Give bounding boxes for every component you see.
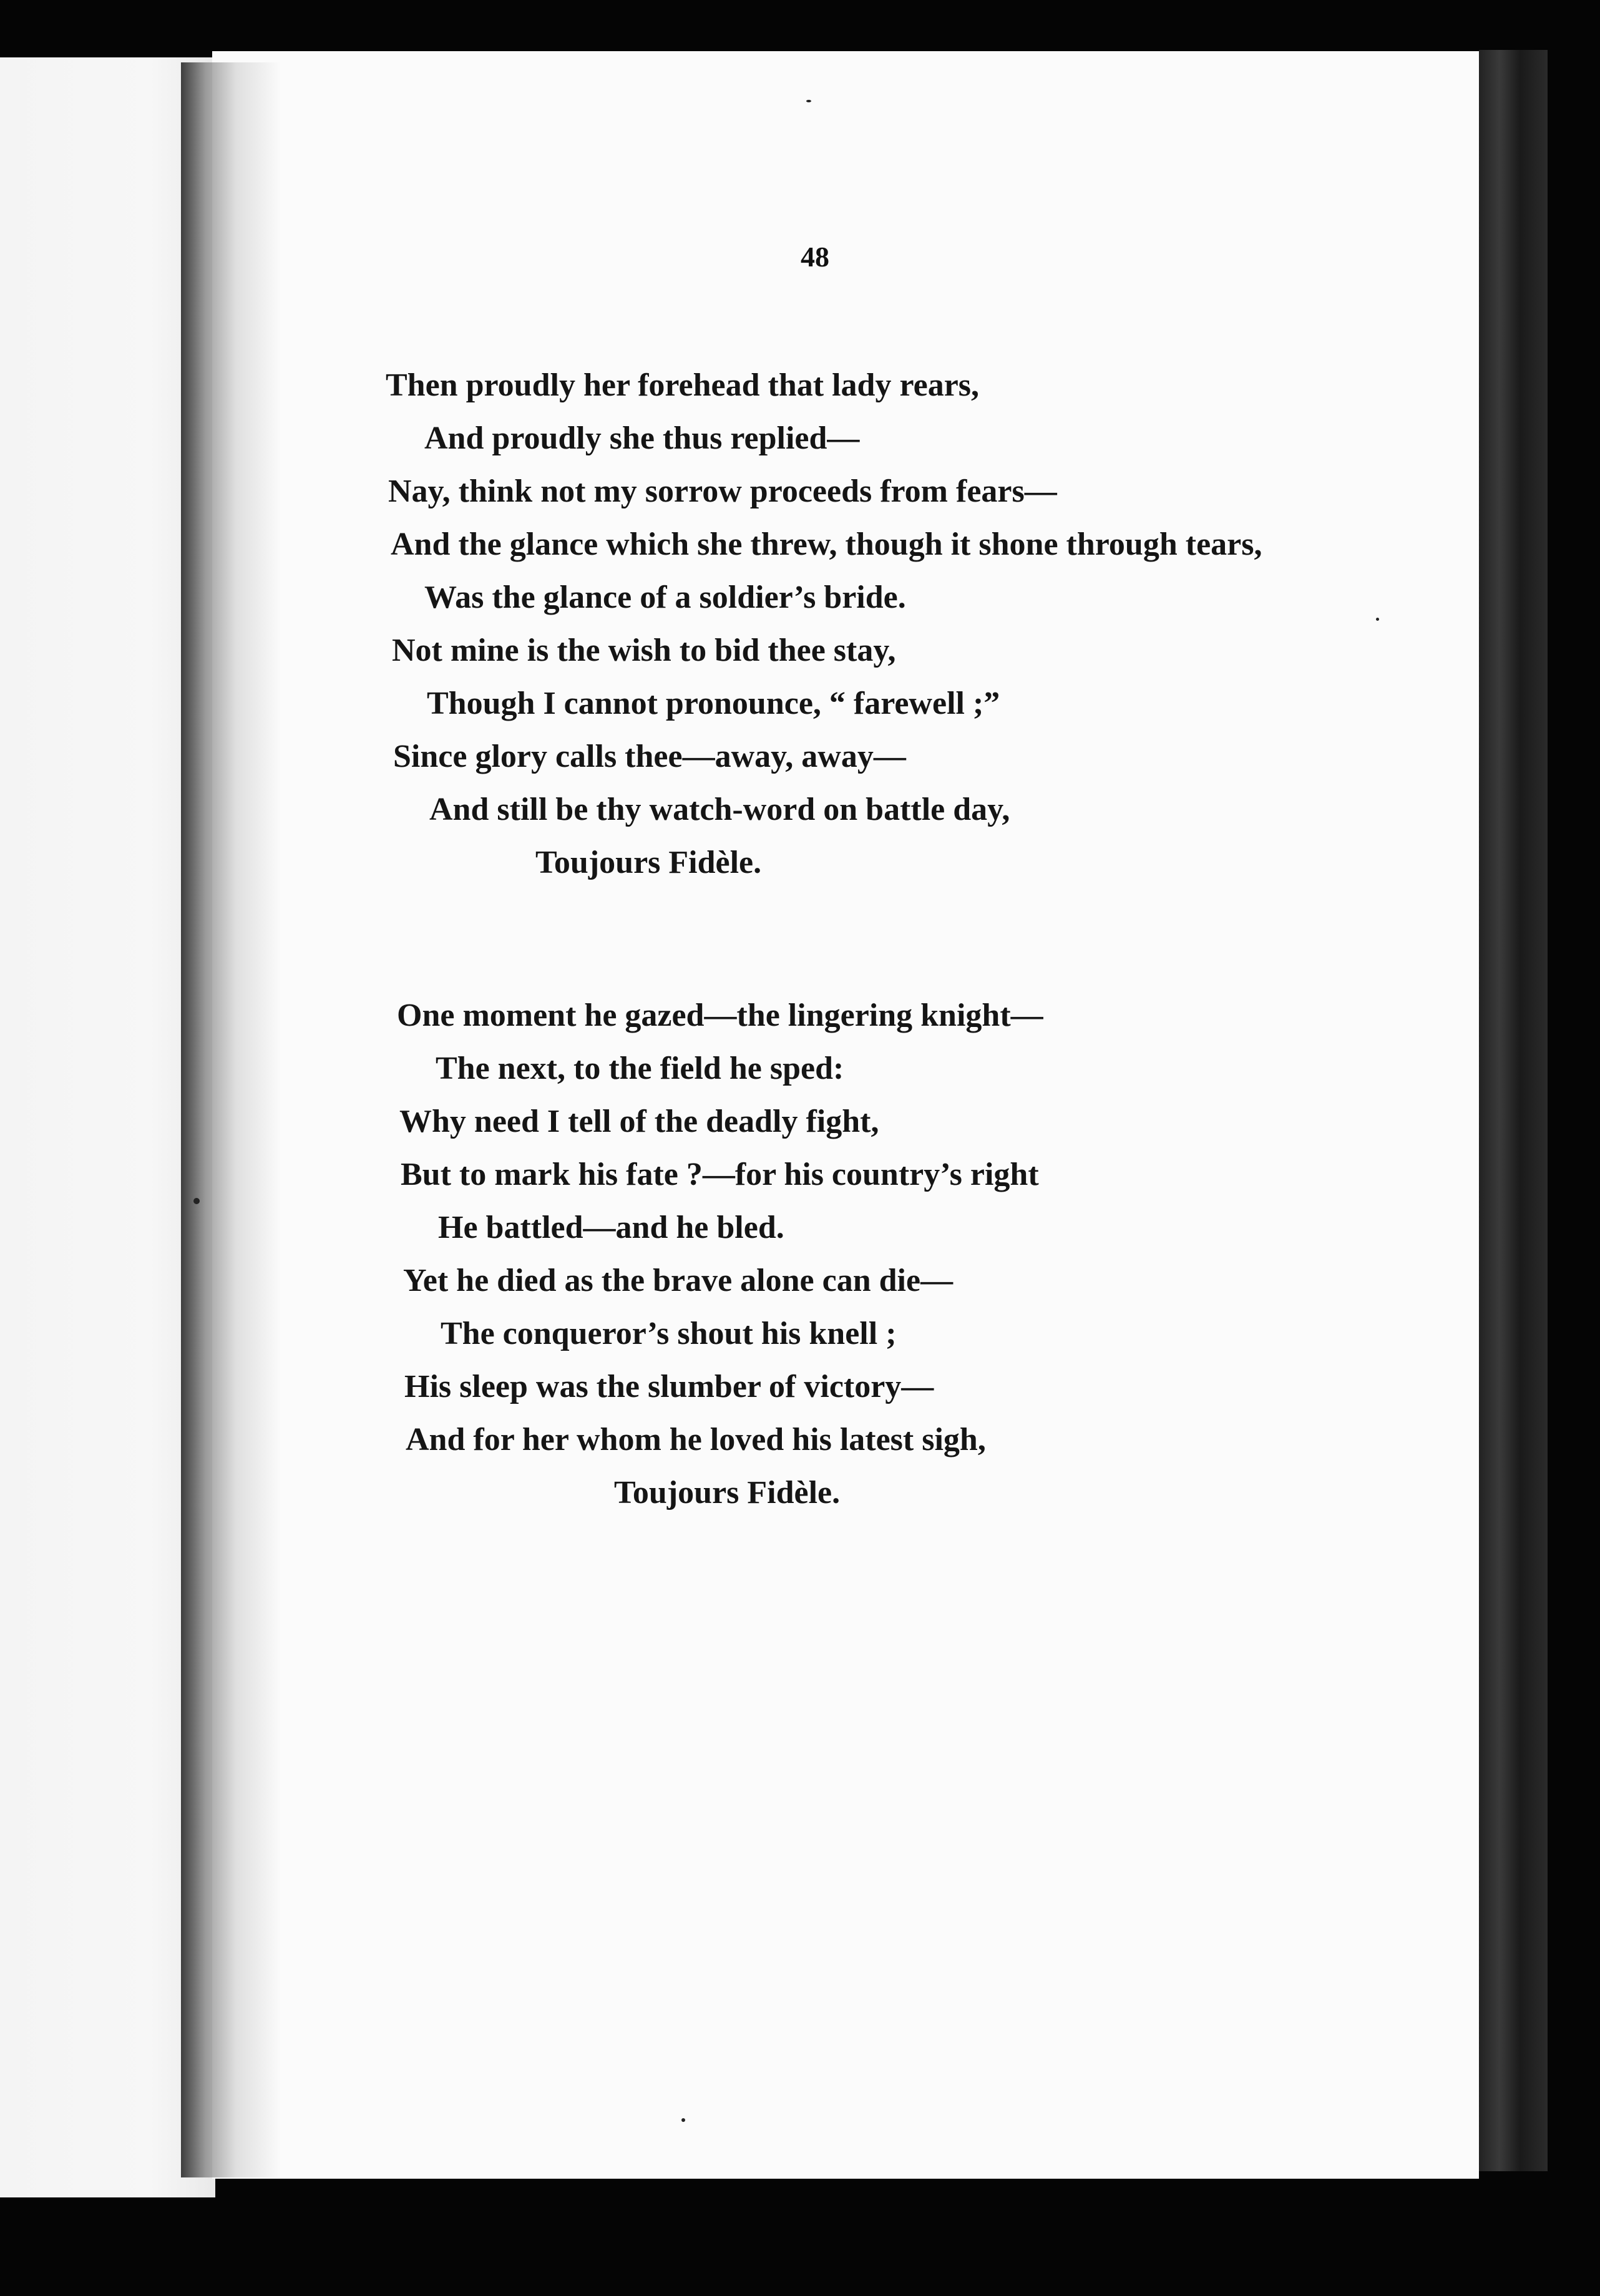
refrain-line: Toujours Fidèle. — [535, 845, 762, 880]
poem-stanza-2 — [397, 989, 1043, 1519]
book-edge — [1479, 50, 1548, 2171]
page-number: 48 — [801, 241, 829, 273]
verse-line: Yet he died as the brave alone can die— — [403, 1263, 954, 1298]
verse-line: And the glance which she threw, though it shone through tears, — [391, 527, 1262, 562]
verse-line: Was the glance of a soldier’s bride. — [424, 580, 906, 615]
verse-line: But to mark his fate ?—for his country’s right — [401, 1157, 1039, 1192]
verse-line: Nay, think not my sorrow proceeds from fears— — [388, 474, 1057, 509]
ink-speck — [193, 1198, 200, 1204]
ink-speck — [1376, 618, 1379, 621]
verse-line: Not mine is the wish to bid thee stay, — [392, 633, 896, 668]
verse-line: And for her whom he loved his latest sigh, — [406, 1422, 986, 1457]
ink-speck — [806, 100, 811, 102]
ink-speck — [681, 2118, 685, 2122]
page-gutter-shadow — [181, 62, 281, 2177]
poem-stanza-1 — [386, 359, 1262, 889]
verse-line: The conqueror’s shout his knell ; — [441, 1316, 897, 1351]
verse-line: And still be thy watch-word on battle day, — [429, 792, 1010, 827]
verse-line: And proudly she thus replied— — [424, 421, 860, 456]
verse-line: He battled—and he bled. — [438, 1210, 784, 1245]
verse-line: Why need I tell of the deadly fight, — [399, 1104, 879, 1139]
verse-line: Then proudly her forehead that lady rears, — [386, 367, 980, 403]
verse-line: The next, to the field he sped: — [436, 1051, 844, 1086]
verse-line: Though I cannot pronounce, “ farewell ;” — [427, 686, 1000, 721]
verse-line: His sleep was the slumber of victory— — [404, 1369, 934, 1404]
verse-line: One moment he gazed—the lingering knight— — [397, 998, 1043, 1033]
refrain-line: Toujours Fidèle. — [614, 1475, 841, 1510]
verse-line: Since glory calls thee—away, away— — [393, 739, 906, 774]
